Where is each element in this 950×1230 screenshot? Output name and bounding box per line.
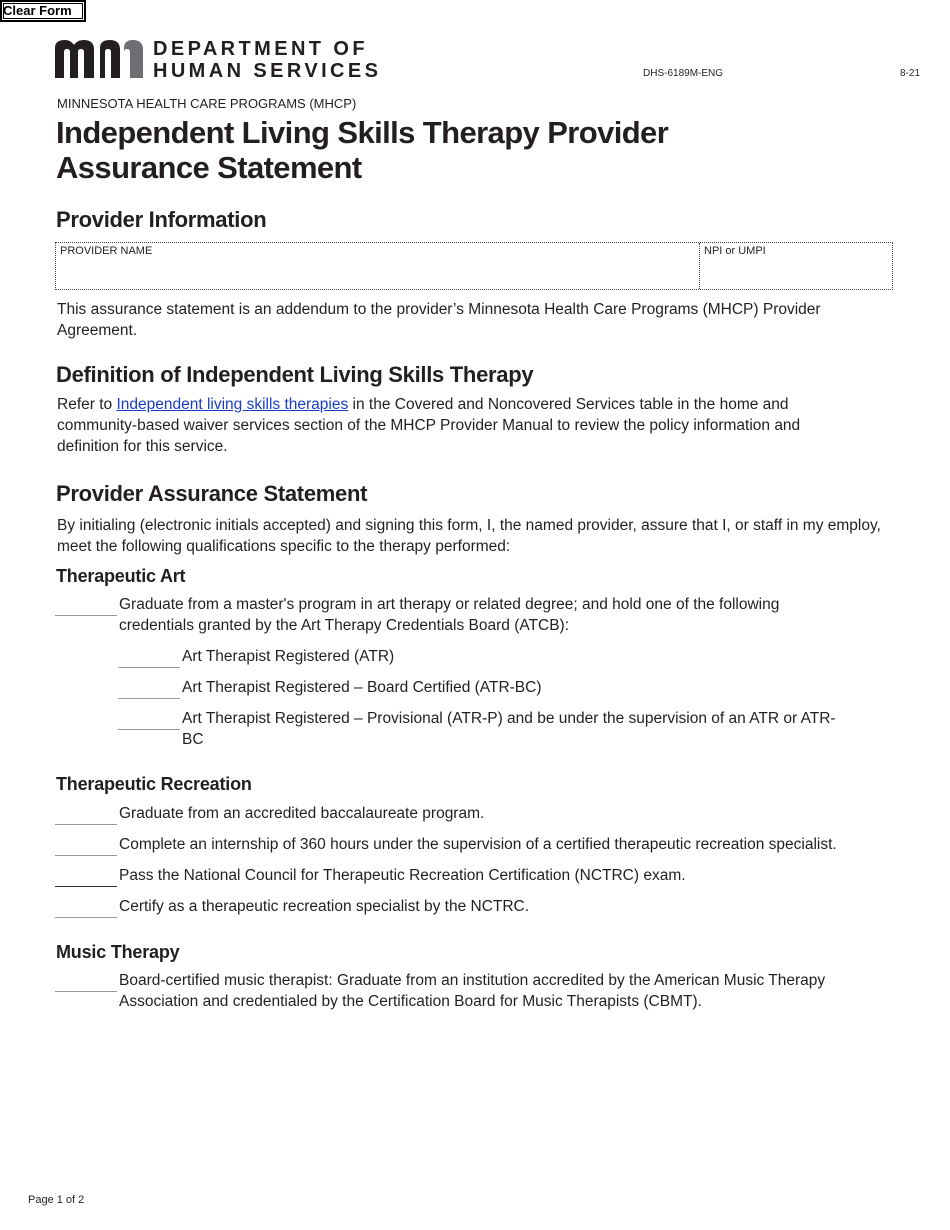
- provider-name-cell: [56, 243, 700, 289]
- form-title-line2: Assurance Statement: [56, 150, 362, 185]
- definition-suffix: in the Covered and Noncovered Services table in the home and community-based waiver services section of the MHCP Provider Manual to review the policy information and definition for this service.: [57, 396, 801, 455]
- definition-heading: Definition of Independent Living Skills Therapy: [56, 362, 534, 387]
- form-code: DHS-6189M-ENG: [643, 68, 724, 79]
- assurance-heading: Provider Assurance Statement: [56, 481, 368, 506]
- initial-art-atr[interactable]: [118, 650, 180, 668]
- page-number: Page 1 of 2: [28, 1194, 85, 1206]
- rec-item-2: Complete an internship of 360 hours under the supervision of a certified therapeutic recreation specialist.: [119, 836, 837, 853]
- initial-rec-1[interactable]: [55, 807, 117, 825]
- provider-name-field[interactable]: [60, 263, 695, 285]
- provider-name-label: PROVIDER NAME: [60, 245, 153, 257]
- form-date: 8-21: [900, 68, 921, 79]
- rec-item-4: Certify as a therapeutic recreation specialist by the NCTRC.: [119, 898, 530, 915]
- addendum-text: This assurance statement is an addendum to the provider’s Minnesota Health Care Programs (MHCP) Provider Agreement.: [57, 301, 821, 339]
- initial-rec-2[interactable]: [55, 838, 117, 856]
- music-therapy-heading: Music Therapy: [56, 942, 180, 962]
- art-sub-item-atr-bc: Art Therapist Registered – Board Certified (ATR-BC): [182, 679, 542, 696]
- initial-rec-3[interactable]: [55, 869, 117, 887]
- dhs-logo: [55, 40, 381, 82]
- mn-logo-icon: [55, 40, 145, 78]
- initial-music-1[interactable]: [55, 974, 117, 992]
- provider-info-heading: Provider Information: [56, 207, 267, 232]
- art-main-item: Graduate from a master's program in art therapy or related degree; and hold one of the following credentials granted by the Art Therapy Credentials Board (ATCB):: [119, 596, 780, 634]
- music-item-1: Board-certified music therapist: Graduate from an institution accredited by the American Music Therapy Association and credentialed by the Certification Board for Music Therapists (CBMT).: [119, 972, 826, 1010]
- therapeutic-recreation-heading: Therapeutic Recreation: [56, 774, 252, 794]
- definition-text: [57, 394, 857, 457]
- program-name: MINNESOTA HEALTH CARE PROGRAMS (MHCP): [57, 96, 357, 111]
- rec-item-1: Graduate from an accredited baccalaureate program.: [119, 805, 485, 822]
- npi-cell: [700, 243, 892, 289]
- clear-form-button[interactable]: Clear Form: [0, 0, 86, 22]
- npi-field[interactable]: [704, 263, 888, 285]
- npi-label: NPI or UMPI: [704, 245, 766, 257]
- provider-info-table: [55, 242, 893, 290]
- initial-rec-4[interactable]: [55, 900, 117, 918]
- rec-item-3: Pass the National Council for Therapeutic Recreation Certification (NCTRC) exam.: [119, 867, 686, 884]
- ils-therapies-link[interactable]: Independent living skills therapies: [116, 396, 349, 413]
- therapeutic-art-heading: Therapeutic Art: [56, 566, 186, 586]
- dept-name-line2: HUMAN SERVICES: [153, 60, 382, 82]
- art-sub-item-atr-p: Art Therapist Registered – Provisional (ATR-P) and be under the supervision of an ATR or ATR-BC: [182, 710, 836, 748]
- form-title: [56, 115, 816, 185]
- initial-art-atr-bc[interactable]: [118, 681, 180, 699]
- art-sub-item-atr: Art Therapist Registered (ATR): [182, 648, 395, 665]
- dept-name-line1: DEPARTMENT OF: [153, 38, 368, 60]
- initial-art-atr-p[interactable]: [118, 712, 180, 730]
- definition-prefix: Refer to: [57, 396, 117, 413]
- assurance-intro: By initialing (electronic initials accepted) and signing this form, I, the named provider, assure that I, or staff in my employ, meet the following qualifications specific to the therapy performed:: [57, 517, 881, 555]
- initial-art-main[interactable]: [55, 598, 117, 616]
- form-title-line1: Independent Living Skills Therapy Provider: [56, 115, 669, 150]
